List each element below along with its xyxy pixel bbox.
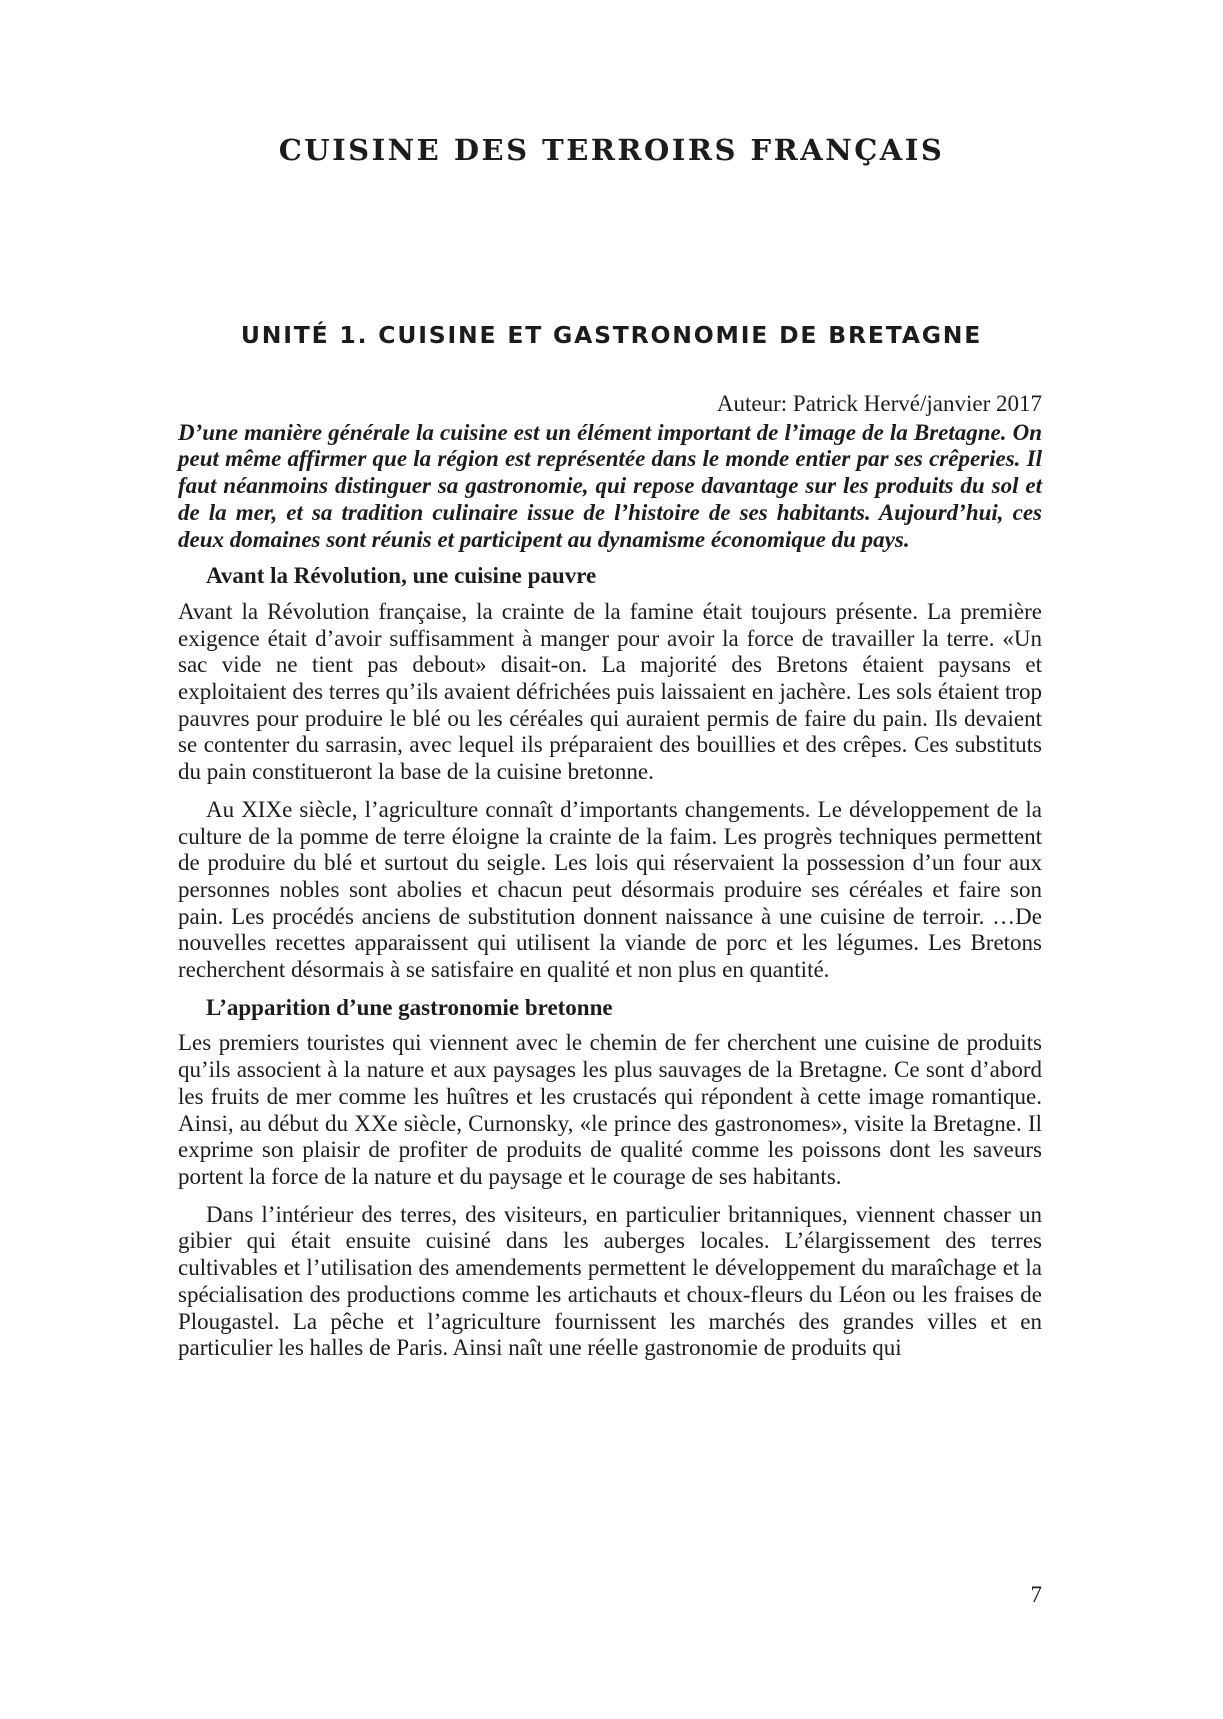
section-heading: L’apparition d’une gastronomie bretonne xyxy=(206,994,613,1020)
page-number: 7 xyxy=(1030,1582,1042,1607)
body-paragraph: Au XIXe siècle, l’agriculture connaît d’importants changements. Le développement de la culture de la pomme de terre éloigne la crainte de la faim. Les progrès techniques permettent de produire du blé et surtout du seigle. Les lois qui réservaient la possession d’un four aux personnes nobles sont abolies et chacun peut désormais produire ses céréales et faire son pain. Les procédés anciens de substitution donnent naissance à une cuisine de terroir. …De nouvelles recettes apparaissent qui utilisent la viande de porc et les légumes. Les Bretons recherchent désormais à se satisfaire en qualité et non plus en quantité. xyxy=(178,796,1042,983)
article-body xyxy=(178,391,1042,1362)
section-heading: Avant la Révolution, une cuisine pauvre xyxy=(206,563,597,589)
lead-paragraph: D’une manière générale la cuisine est un élément important de l’image de la Bretagne. On peut même affirmer que la région est représentée dans le monde entier par ses crêperies. Il faut néanmoins distinguer sa gastronomie, qui repose davantage sur les produits du sol et de la mer, et sa tradition culinaire issue de l’histoire de ses habitants. Aujourd’hui, ces deux domaines sont réunis et participent au dynamisme économique du pays. xyxy=(178,419,1042,552)
body-paragraph: Les premiers touristes qui viennent avec le chemin de fer cherchent une cuisine de produits qu’ils associent à la nature et aux paysages les plus sauvages de la Bretagne. Ce sont d’abord les fruits de mer comme les huîtres et les crustacés qui répondent à cette image romantique. Ainsi, au début du XXe siècle, Curnonsky, «le prince des gastronomes», visite la Bretagne. Il exprime son plaisir de profiter de produits de qualité comme les poissons dont les saveurs portent la force de la nature et du paysage et le courage de ses habitants. xyxy=(178,1030,1042,1189)
body-paragraph: Dans l’intérieur des terres, des visiteurs, en particulier britanniques, viennent chasser un gibier qui était ensuite cuisiné dans les auberges locales. L’élargissement des terres cultivables et l’utilisation des amendements permettent le développement du maraîchage et la spécialisation des productions comme les artichauts et choux-fleurs du Léon ou les fraises de Plougastel. La pêche et l’agriculture fournissent les marchés des grandes villes et en particulier les halles de Paris. Ainsi naît une réelle gastronomie de produits qui xyxy=(178,1201,1042,1361)
unit-title: UNITÉ 1. CUISINE ET GASTRONOMIE DE BRETAGNE xyxy=(240,321,983,349)
body-paragraph: Avant la Révolution française, la crainte de la famine était toujours présente. La première exigence était d’avoir suffisamment à manger pour avoir la force de travailler la terre. «Un sac vide ne tient pas debout» disait-on. La majorité des Bretons étaient paysans et exploitaient des terres qu’ils avaient défrichées puis laissaient en jachère. Les sols étaient trop pauvres pour produire le blé ou les céréales qui auraient permis de faire du pain. Ils devaient se contenter du sarrasin, avec lequel ils préparaient des bouillies et des crêpes. Ces substituts du pain constitueront la base de la cuisine bretonne. xyxy=(178,598,1042,785)
author-line: Auteur: Patrick Hervé/janvier 2017 xyxy=(716,391,1042,416)
book-title: CUISINE DES TERROIRS FRANÇAIS xyxy=(278,133,945,167)
